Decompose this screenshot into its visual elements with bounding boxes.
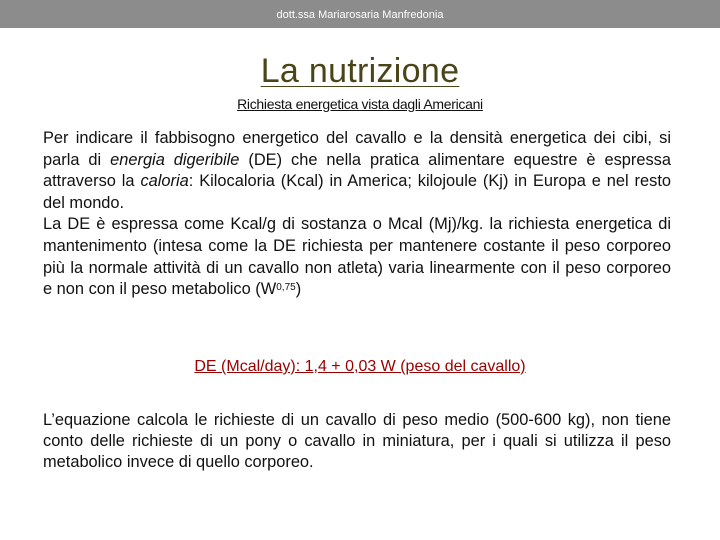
- paragraph-text: : Kilocaloria (Kcal) in America; kilojoule (Kj) in Europa e nel resto del mondo.: [43, 172, 671, 212]
- exponent: 0,75: [276, 282, 296, 294]
- note-paragraph: L’equazione calcola le richieste di un cavallo di peso medio (500-600 kg), non tiene conto delle richieste di un pony o cavallo in miniatura, per i quali si utilizza il peso metabolico invece di quello corporeo.: [43, 411, 671, 471]
- paragraph-text: (DE) che nella pratica alimentare equestre è espressa attraverso la: [43, 150, 671, 191]
- slide-subtitle: Richiesta energetica vista dagli Americani: [237, 96, 483, 112]
- formula: DE (Mcal/day): 1,4 + 0,03 W (peso del cavallo): [194, 358, 526, 375]
- author-label: dott.ssa Mariarosaria Manfredonia: [276, 9, 444, 21]
- paragraph-text: La DE è espressa come Kcal/g di sostanza o Mcal (Mj)/kg. la richiesta energetica di mantenimento (intesa come la DE richiesta per mantenere costante il peso corporeo più la normale attività di un cavallo non atleta) varia linearmente con il peso corporeo e non con il peso metabolico (W: [43, 215, 671, 299]
- term-energia-digeribile: energia digeribile: [110, 150, 240, 169]
- paragraph-energy: [43, 128, 671, 214]
- header-bar: [0, 0, 720, 28]
- term-caloria: caloria: [140, 172, 189, 191]
- paragraph-text: ): [295, 280, 302, 299]
- paragraph-text: Per indicare il fabbisogno energetico del cavallo e la densità energetica dei cibi, si parla di: [43, 129, 671, 169]
- slide-title: La nutrizione: [260, 52, 460, 90]
- body-text: [43, 128, 671, 301]
- paragraph-de: [43, 214, 671, 300]
